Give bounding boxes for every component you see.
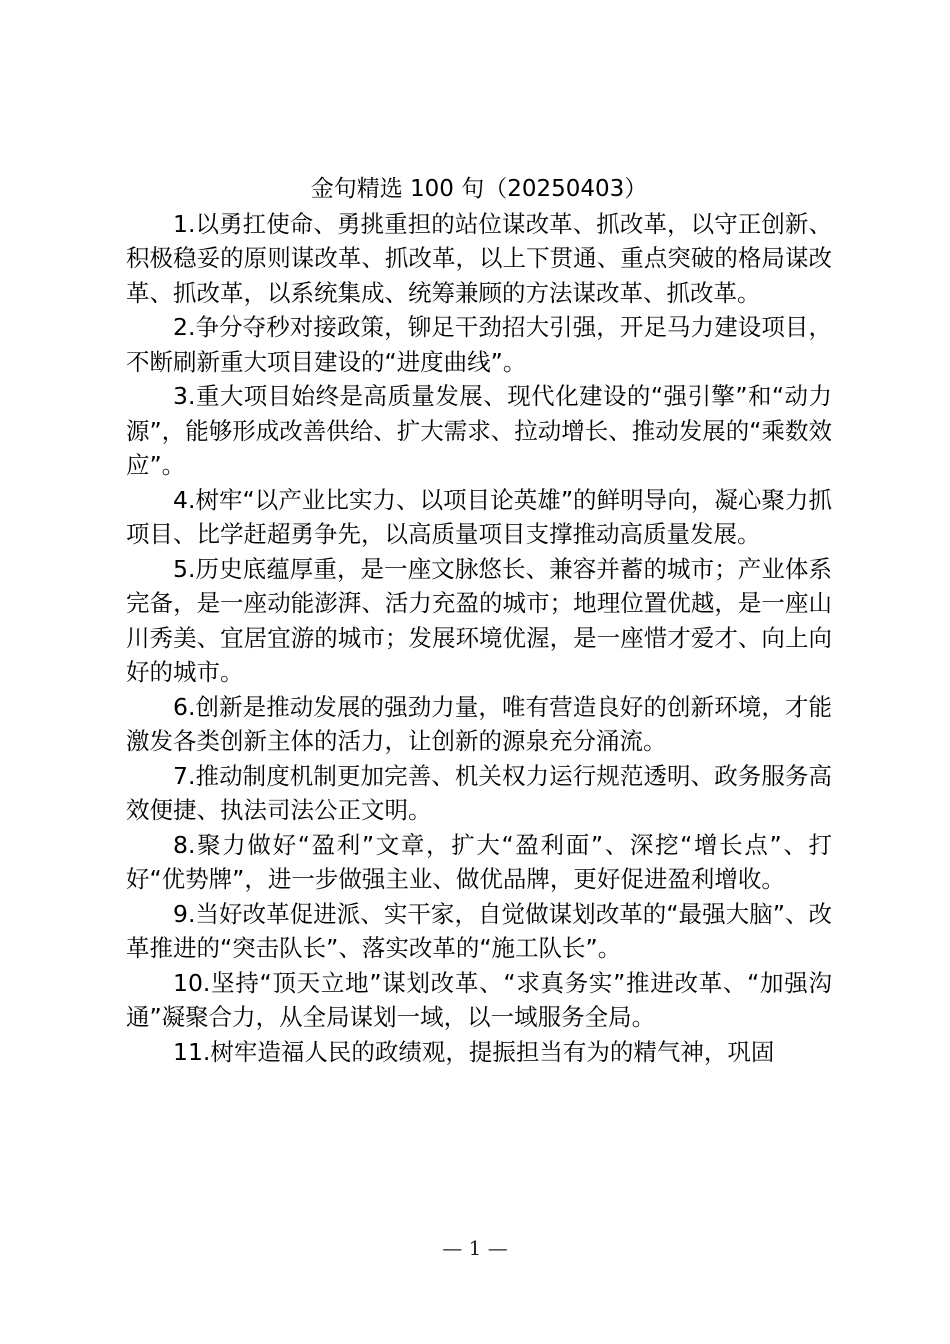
paragraph-4: 4.树牢“以产业比实力、以项目论英雄”的鲜明导向，凝心聚力抓项目、比学赶超勇争先，以高质量项目支撑推动高质量发展。 [126, 485, 832, 548]
paragraph-9: 9.当好改革促进派、实干家，自觉做谋划改革的“最强大脑”、改革推进的“突击队长”、落实改革的“施工队长”。 [126, 899, 832, 962]
paragraph-7: 7.推动制度机制更加完善、机关权力运行规范透明、政务服务高效便捷、执法司法公正文明。 [126, 761, 832, 824]
paragraph-1: 1.以勇扛使命、勇挑重担的站位谋改革、抓改革，以守正创新、积极稳妥的原则谋改革、抓改革，以上下贯通、重点突破的格局谋改革、抓改革，以系统集成、统筹兼顾的方法谋改革、抓改革。 [126, 209, 832, 307]
document-title: 金句精选 100 句（20250403） [310, 176, 648, 202]
paragraph-11: 11.树牢造福人民的政绩观，提振担当有为的精气神，巩固 [173, 1037, 775, 1066]
paragraph-10: 10.坚持“顶天立地”谋划改革、“求真务实”推进改革、“加强沟通”凝聚合力，从全局谋划一域，以一域服务全局。 [126, 968, 832, 1031]
document-page [126, 172, 832, 1069]
paragraph-2: 2.争分夺秒对接政策，铆足干劲招大引强，开足马力建设项目，不断刷新重大项目建设的“进度曲线”。 [126, 313, 832, 376]
paragraph-5: 5.历史底蕴厚重，是一座文脉悠长、兼容并蓄的城市；产业体系完备，是一座动能澎湃、活力充盈的城市；地理位置优越，是一座山川秀美、宜居宜游的城市；发展环境优渥，是一座惜才爱才、向上向好的城市。 [126, 554, 832, 686]
page-number: — 1 — [442, 1236, 508, 1260]
paragraph-6: 6.创新是推动发展的强劲力量，唯有营造良好的创新环境，才能激发各类创新主体的活力，让创新的源泉充分涌流。 [126, 692, 832, 755]
paragraph-8: 8.聚力做好“盈利”文章，扩大“盈利面”、深挖“增长点”、打好“优势牌”，进一步做强主业、做优品牌，更好促进盈利增收。 [126, 830, 832, 893]
paragraph-3: 3.重大项目始终是高质量发展、现代化建设的“强引擎”和“动力源”，能够形成改善供给、扩大需求、拉动增长、推动发展的“乘数效应”。 [126, 382, 832, 479]
